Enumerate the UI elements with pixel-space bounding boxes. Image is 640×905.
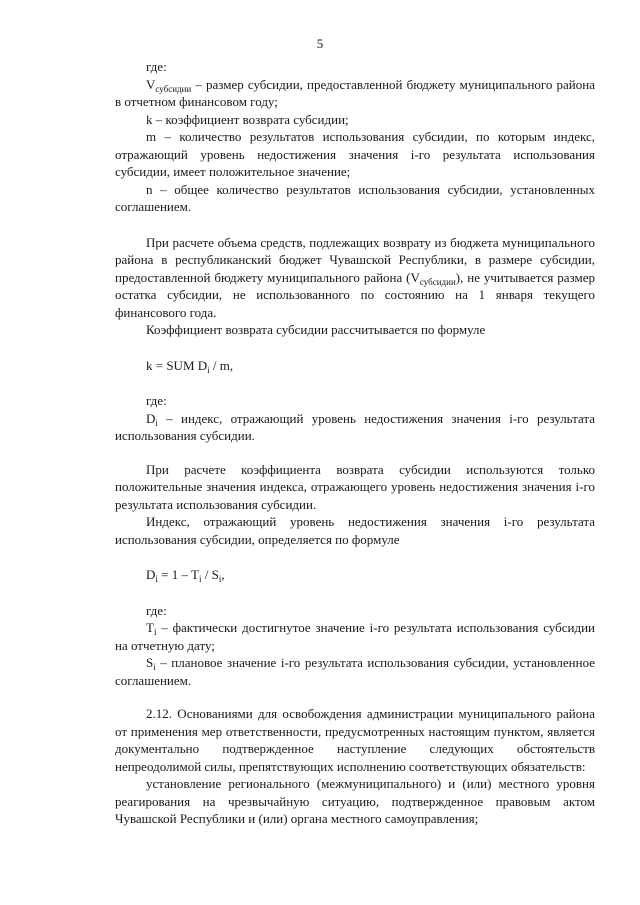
formula-part: / S — [201, 567, 219, 582]
where-label: где: — [146, 393, 167, 408]
definition-n: n – общее количество результатов использования субсидии, установленных соглашением. — [115, 181, 595, 214]
paragraph-text: ), не учитывается размер остатка субсидии, не использованного по состоянию на 1 января текущего финансового года. — [115, 269, 596, 320]
definition-m: m – количество результатов использования субсидии, по которым индекс, отражающий уровень недостижения значения i-го результата использования субсидии, имеет положительное значение; — [115, 129, 595, 179]
definition-text: – фактически достигнутое значение i-го результата использования субсидии на отчетную дату; — [115, 620, 595, 653]
formula-subscript: i — [198, 574, 202, 584]
paragraph-2-12: 2.12. Основаниями для освобождения администрации муниципального района от применения мер ответственности, предусмотренных настоящим пунктом, является документально подтвержденное наступление следующих обстоятельств непреодолимой силы, препятствующих исполнению соответствующих обязательств: — [115, 706, 595, 774]
document-body — [115, 58, 595, 828]
symbol-t: T — [146, 620, 154, 635]
formula-subscript: i — [153, 662, 156, 672]
definition-k: k – коэффициент возврата субсидии; — [146, 111, 349, 127]
subscript-subsidy: субсидии — [419, 276, 456, 287]
symbol-s: S — [146, 655, 154, 670]
paragraph-positive-values-only: При расчете коэффициента возврата субсидии используются только положительные значения индекса, отражающего уровень недостижения значения i-го результата использования субсидии. — [115, 461, 595, 512]
formula-subscript: i — [155, 417, 158, 428]
where-label: где: — [146, 602, 167, 618]
formula-part: / m, — [209, 357, 234, 373]
definition-text: – плановое значение i-го результата использования субсидии, установленное соглашением. — [115, 655, 595, 688]
definition-s — [115, 654, 595, 689]
paragraph-index-formula-intro: Индекс, отражающий уровень недостижения значения i-го результата использования субсидии, определяется по формуле — [115, 514, 595, 547]
definition-d — [115, 410, 595, 445]
paragraph-calculation-volume — [115, 234, 595, 322]
paragraph-text: При расчете объема средств, подлежащих возврату из бюджета муниципального района в республиканский бюджет Чувашской Республики, в размере субсидии, предоставленной бюджету муниципального района (V — [115, 234, 595, 285]
formula-part: D — [146, 567, 156, 582]
definition-text: – индекс, отражающий уровень недостижения значения i-го результата использования субсидии. — [115, 410, 595, 443]
symbol-d: D — [146, 410, 156, 426]
definition-text: – размер субсидии, предоставленной бюджету муниципального района в отчетном финансовом году; — [115, 76, 595, 109]
definition-v-subsidy — [115, 76, 595, 111]
formula-k — [115, 357, 595, 375]
formula-part: k = SUM D — [146, 357, 208, 373]
subscript-subsidy: субсидии — [155, 83, 192, 94]
formula-subscript: i — [207, 364, 210, 375]
paragraph-coefficient-formula-intro: Коэффициент возврата субсидии рассчитывается по формуле — [146, 322, 486, 337]
formula-part: = 1 – T — [157, 567, 199, 582]
formula-d — [115, 566, 595, 584]
paragraph-emergency-response: установление регионального (межмуниципального) и (или) местного уровня реагирования на чрезвычайную ситуацию, подтвержденное правовым актом Чувашской Республики и (или) органа местного самоуправления; — [115, 776, 595, 826]
definition-t — [115, 619, 595, 654]
symbol-v: V — [146, 76, 156, 92]
formula-part: , — [221, 567, 225, 582]
formula-subscript: i — [155, 574, 158, 584]
formula-subscript: i — [218, 574, 222, 584]
formula-subscript: i — [153, 627, 157, 637]
page-number: 5 — [316, 36, 324, 51]
where-label: где: — [146, 59, 167, 74]
